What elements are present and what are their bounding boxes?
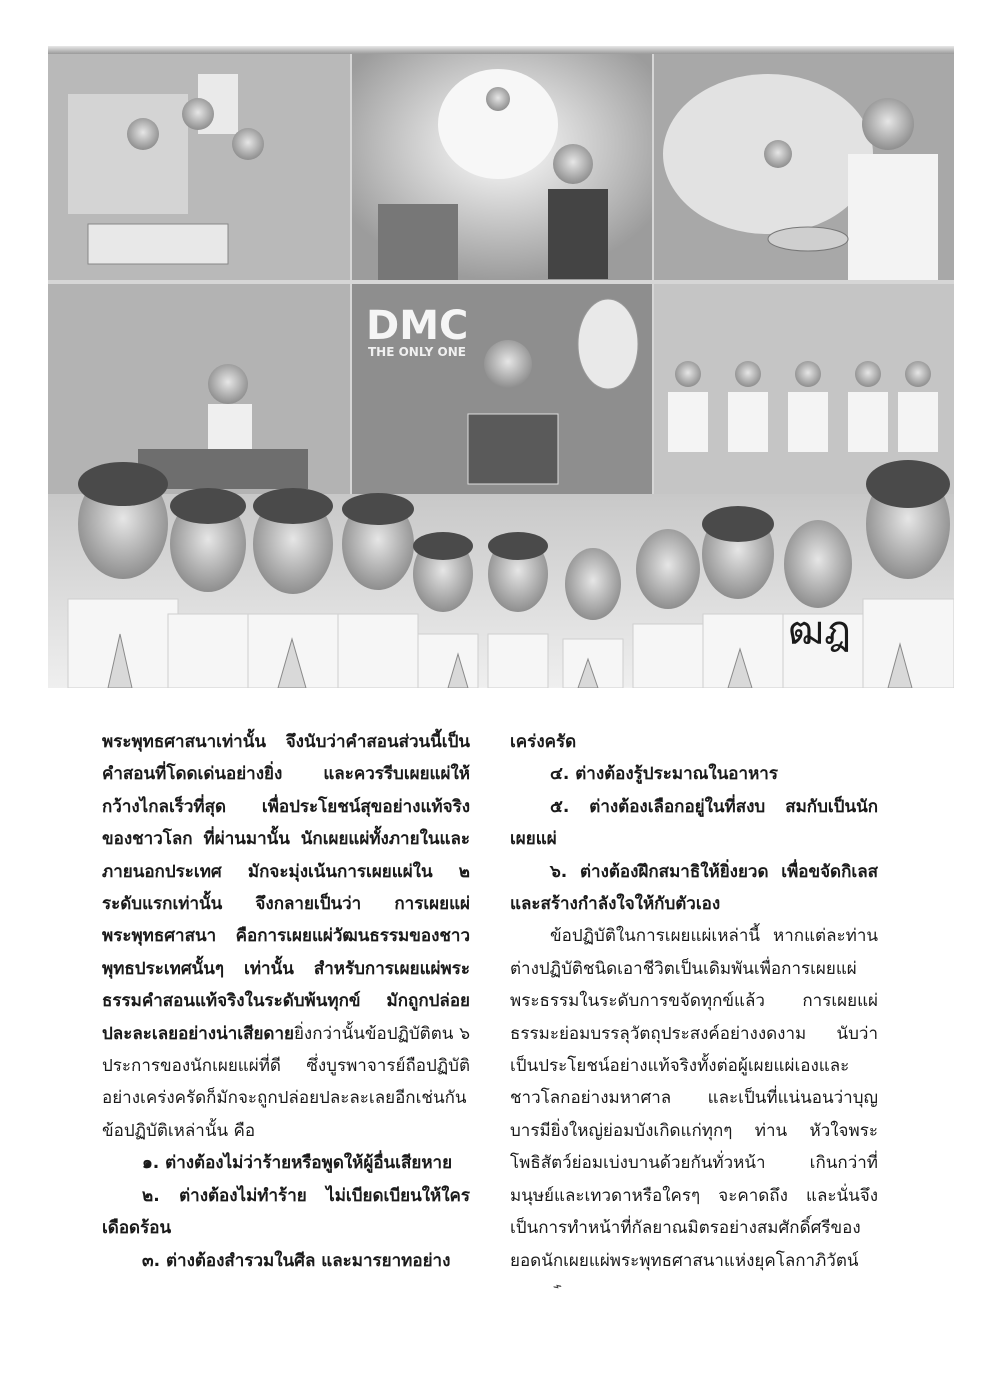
list-item-6: ๖. ต่างต้องฝึกสมาธิให้ยิ่งยวด เพื่อขจัดกิเลส และสร้างกำลังใจให้กับตัวเอง bbox=[510, 861, 878, 915]
list-item-3-continued: เคร่งครัด bbox=[510, 732, 577, 752]
end-mark-icon: ⌁ bbox=[549, 1276, 565, 1297]
illustration bbox=[48, 54, 954, 688]
dmc-logo: DMC bbox=[366, 303, 469, 349]
paragraph-closing bbox=[510, 920, 878, 1309]
paragraph-intro-normal: ยิ่งกว่านั้นข้อปฏิบัติตน ๖ ประการของนักเผยแผ่ที่ดี ซึ่งบูรพาจารย์ถือปฏิบัติอย่างเคร่งครัดก็มักจะถูกปล่อยปละละเลยอีกเช่นกัน ข้อปฏิบัติเหล่านั้น คือ bbox=[102, 1023, 470, 1141]
list-item-4: ๔. ต่างต้องรู้ประมาณในอาหาร bbox=[550, 764, 778, 785]
top-rule bbox=[48, 46, 954, 54]
illustration-svg bbox=[48, 54, 954, 688]
left-column bbox=[102, 726, 470, 1277]
list-item-1: ๑. ต่างต้องไม่ว่าร้ายหรือพูดให้ผู้อื่นเสียหาย bbox=[142, 1153, 453, 1174]
dmc-subtitle: THE ONLY ONE bbox=[368, 345, 466, 359]
right-column bbox=[510, 726, 878, 1309]
paragraph-intro-bold: พระพุทธศาสนาเท่านั้น จึงนับว่าคำสอนส่วนนี้เป็นคำสอนที่โดดเด่นอย่างยิ่ง และควรรีบเผยแผ่ให้กว้างไกลเร็วที่สุด เพื่อประโยชน์สุขอย่างแท้จริงของชาวโลก ที่ผ่านมานั้น นักเผยแผ่ทั้งภายในและภายนอกประเทศ มักจะมุ่งเน้นการเผยแผ่ใน ๒ ระดับแรกเท่านั้น จึงกลายเป็นว่า การเผยแผ่พระพุทธศาสนา คือการเผยแผ่วัฒนธรรมของชาวพุทธประเทศนั้นๆ เท่านั้น สำหรับการเผยแผ่พระธรรมคำสอนแท้จริงในระดับพ้นทุกข์ มักถูกปล่อยปละละเลยอย่างน่าเสียดาย bbox=[102, 732, 470, 1044]
paragraph-closing-text: ข้อปฏิบัติในการเผยแผ่เหล่านี้ หากแต่ละท่านต่างปฏิบัติชนิดเอาชีวิตเป็นเดิมพันเพื่อการเผยแผ่พระธรรมในระดับการขจัดทุกข์แล้ว การเผยแผ่ธรรมะย่อมบรรลุวัตถุประสงค์อย่างงดงาม นับว่าเป็นประโยชน์อย่างแท้จริงทั้งต่อผู้เผยแผ่เองและชาวโลกอย่างมหาศาล และเป็นที่แน่นอนว่าบุญบารมียิ่งใหญ่ย่อมบังเกิดแก่ทุกๆ ท่าน หัวใจพระโพธิสัตว์ย่อมเบ่งบานด้วยกันทั่วหน้า เกินกว่าที่มนุษย์และเทวดาหรือใครๆ จะคาดถึง และนั่นจึงเป็นการทำหน้าที่กัลยาณมิตรอย่างสมศักดิ์ศรีของยอดนักเผยแผ่พระพุทธศาสนาแห่งยุคโลกาภิวัตน์ bbox=[510, 926, 878, 1271]
signature-logo: ฒฎ bbox=[788, 608, 851, 654]
paragraph-intro bbox=[102, 726, 470, 1147]
list-item-2: ๒. ต่างต้องไม่ทำร้าย ไม่เบียดเบียนให้ใครเดือดร้อน bbox=[102, 1185, 470, 1239]
list-item-5: ๕. ต่างต้องเลือกอยู่ในที่สงบ สมกับเป็นนักเผยแผ่ bbox=[510, 796, 878, 850]
list-item-3: ๓. ต่างต้องสำรวมในศีล และมารยาทอย่าง bbox=[142, 1250, 451, 1271]
